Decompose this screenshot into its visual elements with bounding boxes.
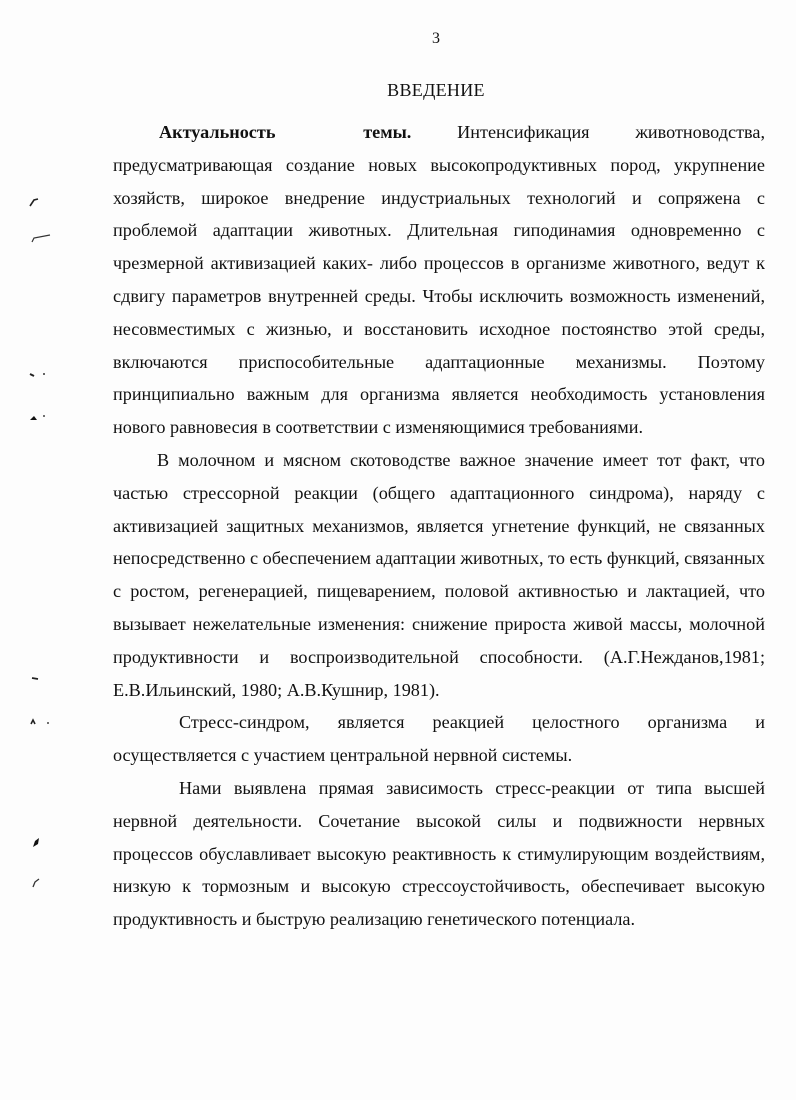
scan-mark — [28, 716, 52, 728]
scan-mark — [30, 836, 42, 850]
document-body — [113, 116, 765, 936]
scan-mark — [28, 368, 50, 380]
relevance-lead: Актуальность темы. — [159, 122, 412, 142]
paragraph-nervous-activity: Нами выявлена прямая зависимость стресс-реакции от типа высшей нервной деятельности. Сочетание высокой силы и подвижности нервных процессов обуславливает высокую реактивность к стимулирующим воздействиям, низкую к тормозным и высокую стрессоустойчивость, обеспечивает высокую продуктивность и быструю реализацию генетического потенциала. — [113, 777, 765, 930]
paragraph-dairy-stress: В молочном и мясном скотоводстве важное значение имеет тот факт, что частью стрессорной реакции (общего адаптационного синдрома), наряду с активизацией защитных механизмов, является угнетение функций, не связанных непосредственно с обеспечением адаптации животных, то есть функций, связанных с ростом, регенерацией, пищеварением, половой активностью и лактацией, что вызывает нежелательные изменения: снижение прироста живой массы, молочной продуктивности и воспроизводительной способности. (А.Г.Нежданов,1981; Е.В.Ильинский, 1980; А.В.Кушнир, 1981). — [113, 449, 765, 700]
scan-mark — [26, 410, 50, 426]
scan-mark — [30, 876, 42, 890]
section-heading: ВВЕДЕНИЕ — [387, 80, 485, 100]
relevance-text: Интенсификация животноводства, предусматривающая создание новых высокопродуктивных пород, укрупнение хозяйств, широкое внедрение индустриальных технологий и сопряжена с проблемой адаптации животных. Длительная гиподинамия одновременно с чрезмерной активизацией каких- либо процессов в организме животного, ведут к сдвигу параметров внутренней среды. Чтобы исключить возможность изменений, несовместимых с жизнью, и восстановить исходное постоянство этой среды, включаются приспособительные адаптационные механизмы. Поэтому принципиально важным для организма является необходимость установления нового равновесия в соответствии с изменяющимися требованиями. — [113, 122, 765, 438]
scan-mark — [30, 232, 52, 246]
page-number: 3 — [432, 30, 440, 47]
paragraph-stress-syndrome: Стресс-синдром, является реакцией целостного организма и осуществляется с участием центральной нервной системы. — [113, 712, 765, 766]
scan-mark — [28, 196, 42, 210]
paragraph-relevance — [113, 116, 765, 444]
scan-mark — [30, 674, 42, 684]
